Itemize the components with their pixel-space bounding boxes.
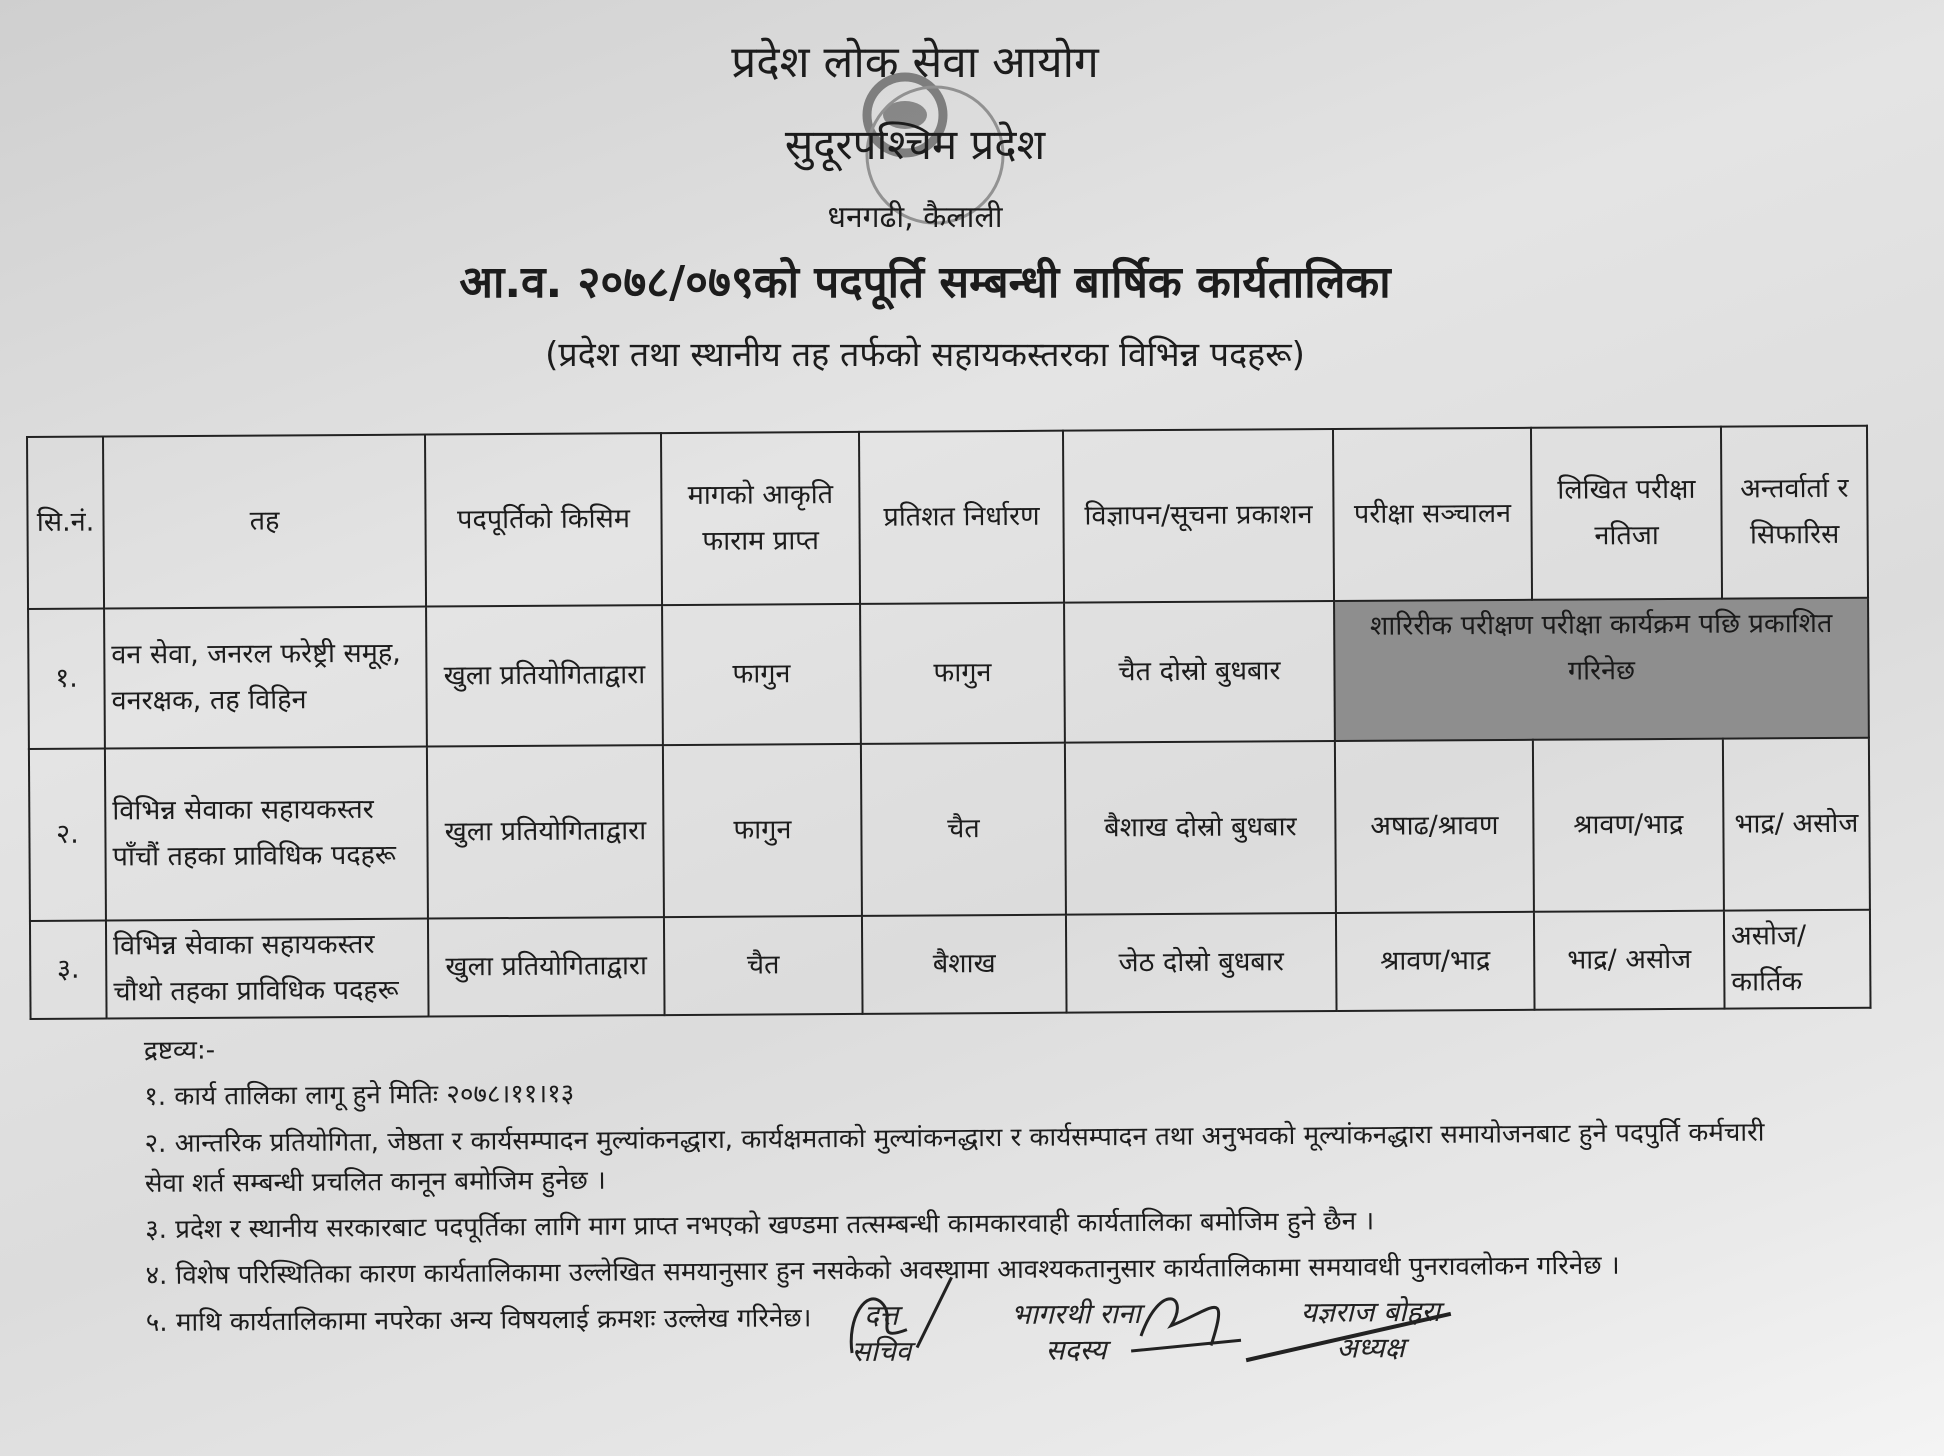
cell-exam: अषाढ/श्रावण: [1335, 740, 1534, 913]
notes-heading: द्रष्टव्य:-: [143, 1035, 216, 1066]
document-title: आ.व. २०७८/०७९को पदपूर्ति सम्बन्धी बार्षिक कार्यतालिका: [459, 257, 1391, 308]
col-exam: परीक्षा सञ्चालन: [1333, 428, 1532, 601]
cell-type: खुला प्रतियोगिताद्वारा: [428, 917, 665, 1016]
signature-secretary: [851, 1297, 911, 1370]
cell-merged-note: शारिरीक परीक्षण परीक्षा कार्यक्रम पछि प्रकाशित गरिनेछ: [1334, 598, 1869, 741]
col-type: पदपूर्तिको किसिम: [425, 433, 662, 606]
last-note-and-signatures: [146, 1291, 1846, 1376]
document-subtitle: (प्रदेश तथा स्थानीय तह तर्फको सहायकस्तरका विभिन्न पदहरू): [545, 335, 1305, 375]
cell-percent: फागुन: [860, 603, 1065, 744]
signature-role: सचिव: [851, 1334, 912, 1369]
col-demand: मागको आकृति फाराम प्राप्त: [661, 432, 860, 605]
cell-advert: चैत दोस्रो बुधबार: [1064, 601, 1335, 743]
note-item: १. कार्य तालिका लागू हुने मितिः २०७८।११।१३: [144, 1079, 575, 1113]
cell-demand: फागुन: [662, 604, 861, 745]
notes-section: [144, 1019, 1846, 1375]
table-header-row: [27, 426, 1868, 609]
table-row: [29, 738, 1870, 921]
signature-role: सदस्य: [1045, 1333, 1107, 1367]
cell-type: खुला प्रतियोगिताद्वारा: [427, 745, 664, 918]
cell-sn: २.: [29, 749, 106, 921]
signature-name: भागरथी राना: [1010, 1296, 1141, 1331]
cell-result: श्रावण/भाद्र: [1533, 739, 1724, 912]
cell-result: भाद्र/ असोज: [1534, 911, 1725, 1010]
cell-level: विभिन्न सेवाका सहायकस्तर चौथो तहका प्राविधिक पदहरू: [106, 919, 429, 1019]
cell-level: विभिन्न सेवाका सहायकस्तर पाँचौं तहका प्राविधिक पदहरू: [105, 747, 428, 921]
cell-percent: चैत: [861, 743, 1066, 916]
col-level: तह: [103, 435, 426, 609]
col-advert: विज्ञापन/सूचना प्रकाशन: [1063, 429, 1334, 603]
province-name: सुदूरपश्चिम प्रदेश: [784, 120, 1046, 169]
schedule-table: [26, 425, 1872, 1020]
table-row: [30, 910, 1871, 1019]
cell-advert: जेठ दोस्रो बुधबार: [1066, 913, 1337, 1013]
col-interview: अन्तर्वार्ता र सिफारिस: [1721, 426, 1868, 599]
cell-percent: बैशाख: [862, 915, 1067, 1014]
cell-interview: असोज/ कार्तिक: [1724, 910, 1871, 1009]
note-item: २. आन्तरिक प्रतियोगिता, जेष्ठता र कार्यसम्पादन मुल्यांकनद्धारा, कार्यक्षमताको मुल्यांकनद्धारा र कार्यसम्पादन तथा अनुभवको मूल्यांकनद्धारा समायोजनबाट हुने पदपुर्ति कर्मचारी सेवा शर्त सम्बन्धी प्रचलित कानून बमोजिम हुनेछ ।: [144, 1117, 1765, 1199]
org-name: प्रदेश लोक सेवा आयोग: [731, 37, 1099, 88]
col-result: लिखित परीक्षा नतिजा: [1531, 427, 1722, 600]
cell-exam: श्रावण/भाद्र: [1336, 912, 1535, 1011]
signature-role: अध्यक्ष: [1336, 1331, 1405, 1365]
cell-demand: फागुन: [663, 744, 862, 917]
note-item: ४. विशेष परिस्थितिका कारण कार्यतालिकामा उल्लेखित समयानुसार हुन नसकेको अवस्थामा आवश्यकतानुसार कार्यतालिकामा समयावधी पुनरावलोकन गरिनेछ ।: [145, 1251, 1620, 1292]
cell-sn: ३.: [30, 921, 107, 1019]
col-percent: प्रतिशत निर्धारण: [859, 431, 1064, 604]
cell-demand: चैत: [664, 916, 863, 1015]
cell-type: खुला प्रतियोगिताद्वारा: [426, 605, 663, 746]
location: धनगढी, कैलाली: [827, 200, 1003, 235]
cell-sn: १.: [28, 609, 105, 749]
signature-name: यज्ञराज बोहरा: [1300, 1294, 1441, 1329]
note-item: ३. प्रदेश र स्थानीय सरकारबाट पदपूर्तिका लागि माग प्राप्त नभएको खण्डमा तत्सम्बन्धी कामकारवाही कार्यतालिका बमोजिम हुने छैन ।: [145, 1206, 1375, 1246]
table-row: [28, 598, 1869, 749]
signature-name: दत्त: [863, 1298, 899, 1332]
signature-member: [1011, 1296, 1141, 1370]
note-item: ५. माथि कार्यतालिकामा नपरेका अन्य विषयलाई क्रमशः उल्लेख गरिनेछ।: [145, 1303, 812, 1338]
signature-chairperson: [1301, 1294, 1441, 1368]
cell-level: वन सेवा, जनरल फरेष्ट्री समूह, वनरक्षक, तह विहिन: [104, 607, 427, 749]
cell-advert: बैशाख दोस्रो बुधबार: [1065, 741, 1336, 915]
cell-interview: भाद्र/ असोज: [1723, 738, 1870, 911]
col-sn: सि.नं.: [27, 437, 104, 609]
